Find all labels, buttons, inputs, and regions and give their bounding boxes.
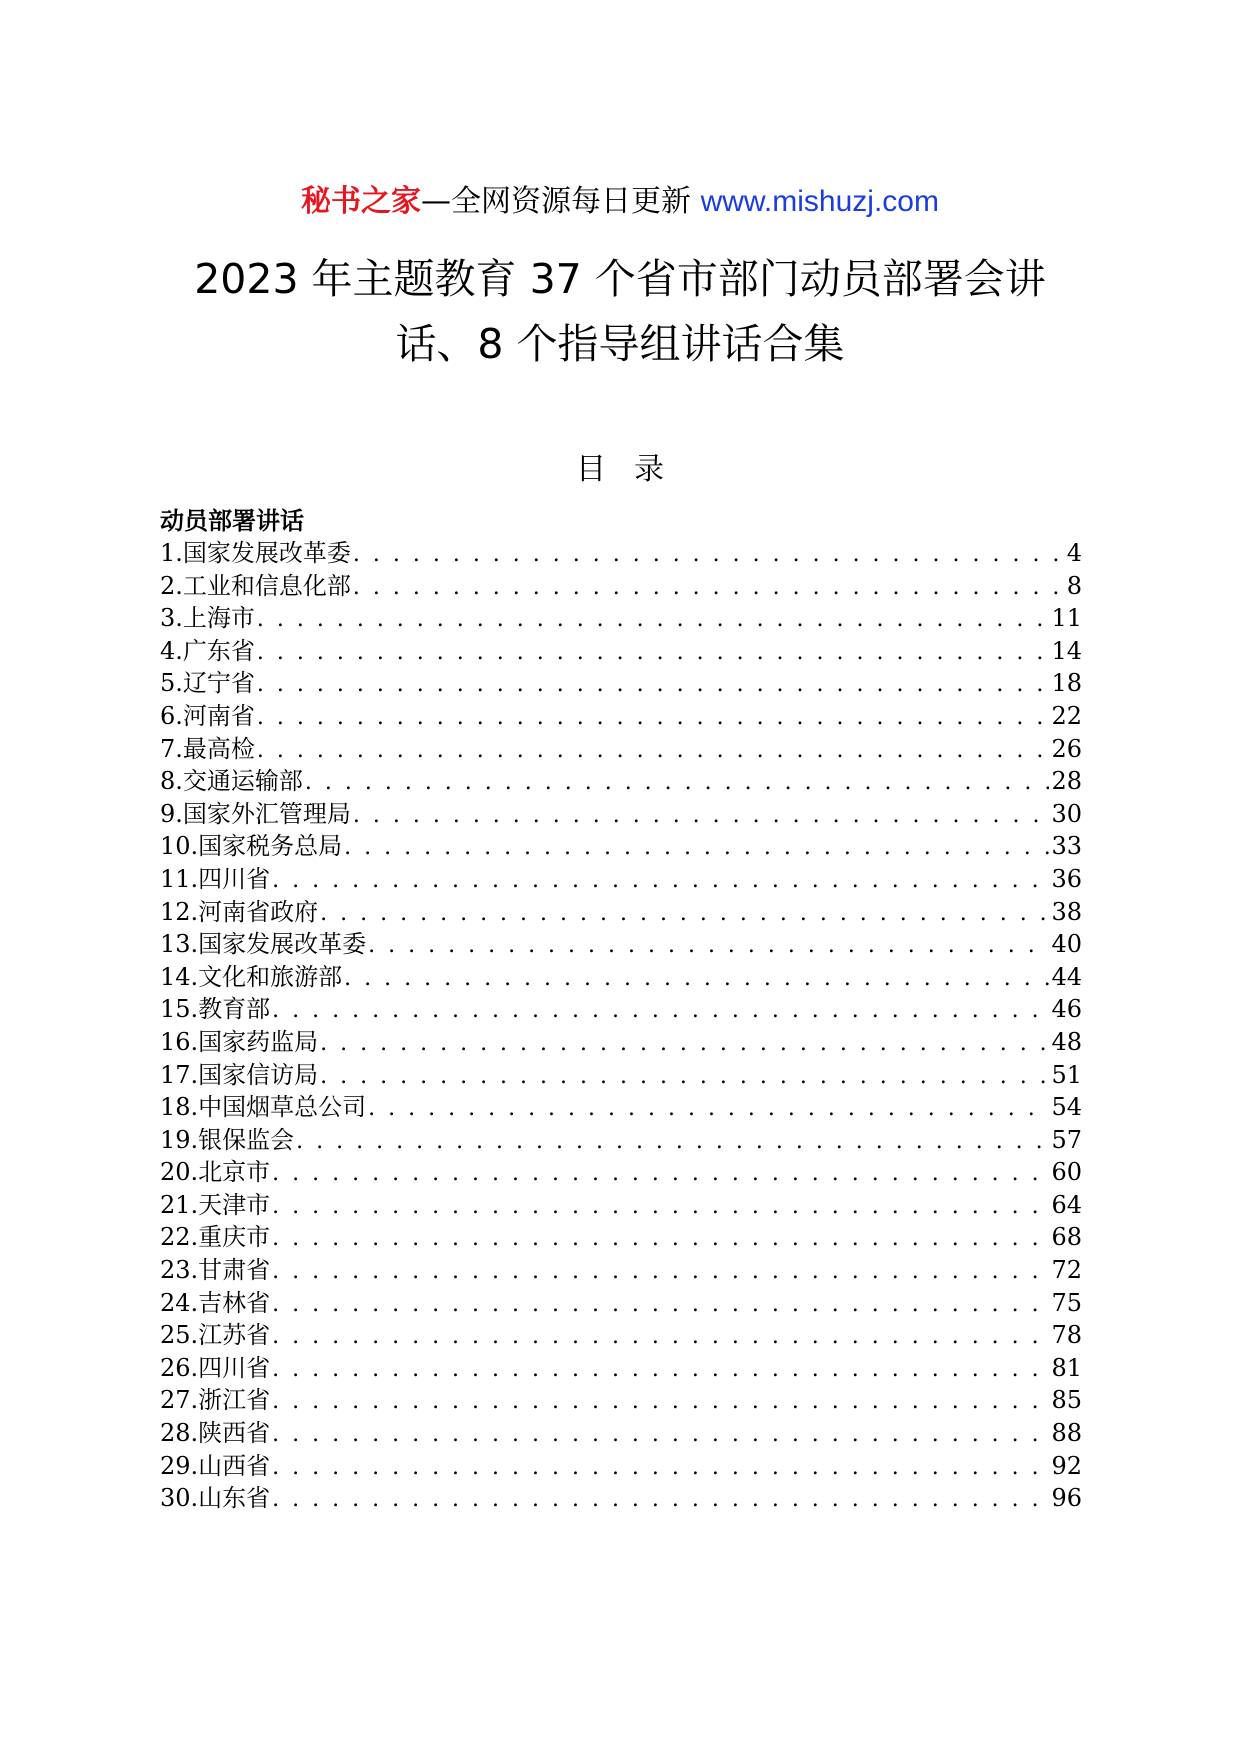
toc-entry[interactable] bbox=[160, 570, 1082, 603]
toc-page-number: 28 bbox=[1051, 767, 1082, 796]
toc-dot-leader bbox=[257, 637, 1050, 668]
toc-dot-leader bbox=[353, 800, 1050, 831]
toc-page-number: 60 bbox=[1051, 1158, 1082, 1187]
toc-entry[interactable] bbox=[160, 798, 1082, 831]
toc-entry-title: 22.重庆市 bbox=[160, 1223, 271, 1252]
toc-dot-leader bbox=[353, 539, 1065, 570]
toc-entry[interactable] bbox=[160, 830, 1082, 863]
toc-entry-title: 28.陕西省 bbox=[160, 1419, 271, 1448]
toc-entry[interactable] bbox=[160, 1352, 1082, 1385]
toc-page-number: 33 bbox=[1051, 832, 1082, 861]
toc-entry[interactable] bbox=[160, 1059, 1082, 1092]
toc-dot-leader bbox=[257, 735, 1050, 766]
toc-entry[interactable] bbox=[160, 537, 1082, 570]
toc-entry-title: 16.国家药监局 bbox=[160, 1027, 319, 1056]
toc-page-number: 40 bbox=[1051, 930, 1082, 959]
toc-entry-title: 21.天津市 bbox=[160, 1190, 271, 1219]
toc-page-number: 72 bbox=[1051, 1256, 1082, 1285]
toc-page-number: 36 bbox=[1051, 864, 1082, 893]
toc-entry-title: 10.国家税务总局 bbox=[160, 832, 343, 861]
toc-dot-leader bbox=[272, 1452, 1049, 1483]
toc-dot-leader bbox=[296, 1126, 1049, 1157]
table-of-contents bbox=[160, 537, 1082, 1515]
toc-page-number: 57 bbox=[1051, 1125, 1082, 1154]
site-url-link[interactable]: www.mishuzj.com bbox=[700, 185, 939, 218]
toc-page-number: 64 bbox=[1051, 1190, 1082, 1219]
toc-entry[interactable] bbox=[160, 1254, 1082, 1287]
toc-entry[interactable] bbox=[160, 1091, 1082, 1124]
toc-dot-leader bbox=[272, 1484, 1049, 1515]
toc-page-number: 30 bbox=[1051, 799, 1082, 828]
toc-page-number: 22 bbox=[1051, 701, 1082, 730]
toc-entry-title: 19.银保监会 bbox=[160, 1125, 295, 1154]
toc-entry[interactable] bbox=[160, 765, 1082, 798]
toc-dot-leader bbox=[320, 1061, 1049, 1092]
toc-page-number: 46 bbox=[1051, 995, 1082, 1024]
toc-entry-title: 20.北京市 bbox=[160, 1158, 271, 1187]
toc-dot-leader bbox=[344, 832, 1049, 863]
toc-entry[interactable] bbox=[160, 1156, 1082, 1189]
toc-entry-title: 9.国家外汇管理局 bbox=[160, 799, 351, 828]
toc-dot-leader bbox=[320, 898, 1049, 929]
toc-entry-title: 4.广东省 bbox=[160, 636, 255, 665]
toc-entry[interactable] bbox=[160, 1482, 1082, 1515]
toc-entry[interactable] bbox=[160, 1319, 1082, 1352]
toc-entry[interactable] bbox=[160, 1221, 1082, 1254]
toc-entry-title: 29.山西省 bbox=[160, 1451, 271, 1480]
toc-dot-leader bbox=[257, 604, 1050, 635]
toc-page-number: 75 bbox=[1051, 1288, 1082, 1317]
document-title-line-1: 2023 年主题教育 37 个省市部门动员部署会讲 bbox=[194, 255, 1046, 303]
toc-entry-title: 6.河南省 bbox=[160, 701, 255, 730]
toc-dot-leader bbox=[272, 1289, 1049, 1320]
toc-entry[interactable] bbox=[160, 1450, 1082, 1483]
toc-entry[interactable] bbox=[160, 993, 1082, 1026]
toc-dot-leader bbox=[272, 1158, 1049, 1189]
toc-entry[interactable] bbox=[160, 1189, 1082, 1222]
toc-dot-leader bbox=[257, 702, 1050, 733]
toc-heading: 目录 bbox=[576, 452, 692, 487]
toc-entry-title: 14.文化和旅游部 bbox=[160, 962, 343, 991]
toc-page-number: 18 bbox=[1051, 669, 1082, 698]
toc-entry-title: 13.国家发展改革委 bbox=[160, 930, 367, 959]
toc-dot-leader bbox=[272, 1354, 1049, 1385]
toc-dot-leader bbox=[305, 767, 1050, 798]
toc-entry-title: 12.河南省政府 bbox=[160, 897, 319, 926]
toc-entry-title: 5.辽宁省 bbox=[160, 669, 255, 698]
toc-page-number: 44 bbox=[1051, 962, 1082, 991]
toc-page-number: 14 bbox=[1051, 636, 1082, 665]
toc-dot-leader bbox=[368, 930, 1049, 961]
toc-entry[interactable] bbox=[160, 928, 1082, 961]
toc-entry-title: 2.工业和信息化部 bbox=[160, 571, 351, 600]
toc-entry[interactable] bbox=[160, 1417, 1082, 1450]
toc-dot-leader bbox=[368, 1093, 1049, 1124]
toc-dot-leader bbox=[272, 995, 1049, 1026]
toc-page-number: 85 bbox=[1051, 1386, 1082, 1415]
toc-page-number: 8 bbox=[1066, 571, 1082, 600]
toc-dot-leader bbox=[272, 1191, 1049, 1222]
toc-page-number: 4 bbox=[1066, 539, 1082, 567]
toc-dot-leader bbox=[257, 669, 1050, 700]
toc-dot-leader bbox=[272, 1419, 1049, 1450]
toc-dot-leader bbox=[272, 1256, 1049, 1287]
toc-page-number: 78 bbox=[1051, 1321, 1082, 1350]
toc-entry[interactable] bbox=[160, 961, 1082, 994]
toc-page-number: 48 bbox=[1051, 1027, 1082, 1056]
toc-page-number: 88 bbox=[1051, 1419, 1082, 1448]
toc-entry[interactable] bbox=[160, 700, 1082, 733]
toc-page-number: 11 bbox=[1051, 604, 1082, 633]
document-title-line-2: 话、8 个指导组讲话合集 bbox=[395, 320, 845, 368]
toc-page-number: 51 bbox=[1051, 1060, 1082, 1089]
toc-page-number: 38 bbox=[1051, 897, 1082, 926]
toc-entry[interactable] bbox=[160, 1384, 1082, 1417]
toc-page-number: 54 bbox=[1051, 1093, 1082, 1122]
toc-entry-title: 11.四川省 bbox=[160, 864, 271, 893]
toc-entry-title: 27.浙江省 bbox=[160, 1386, 271, 1415]
toc-entry-title: 26.四川省 bbox=[160, 1353, 271, 1382]
toc-entry[interactable] bbox=[160, 863, 1082, 896]
header-tagline: —全网资源每日更新 bbox=[421, 184, 701, 219]
toc-entry-title: 30.山东省 bbox=[160, 1484, 271, 1513]
toc-section-label: 动员部署讲话 bbox=[160, 507, 304, 535]
toc-entry[interactable] bbox=[160, 1124, 1082, 1157]
toc-entry-title: 24.吉林省 bbox=[160, 1288, 271, 1317]
toc-dot-leader bbox=[272, 1223, 1049, 1254]
toc-entry-title: 23.甘肃省 bbox=[160, 1256, 271, 1285]
toc-entry-title: 1.国家发展改革委 bbox=[160, 539, 351, 567]
toc-entry[interactable] bbox=[160, 635, 1082, 668]
toc-page-number: 81 bbox=[1051, 1353, 1082, 1382]
toc-entry[interactable] bbox=[160, 602, 1082, 635]
toc-dot-leader bbox=[344, 963, 1049, 994]
toc-entry[interactable] bbox=[160, 733, 1082, 766]
toc-entry[interactable] bbox=[160, 896, 1082, 929]
toc-page-number: 96 bbox=[1051, 1484, 1082, 1513]
site-header bbox=[0, 183, 1240, 221]
toc-entry[interactable] bbox=[160, 667, 1082, 700]
toc-dot-leader bbox=[272, 1321, 1049, 1352]
toc-page-number: 68 bbox=[1051, 1223, 1082, 1252]
toc-entry[interactable] bbox=[160, 1287, 1082, 1320]
toc-entry-title: 25.江苏省 bbox=[160, 1321, 271, 1350]
toc-page-number: 92 bbox=[1051, 1451, 1082, 1480]
toc-page-number: 26 bbox=[1051, 734, 1082, 763]
toc-dot-leader bbox=[320, 1028, 1049, 1059]
toc-entry-title: 18.中国烟草总公司 bbox=[160, 1093, 367, 1122]
toc-entry-title: 7.最高检 bbox=[160, 734, 255, 763]
toc-dot-leader bbox=[272, 1386, 1049, 1417]
toc-entry-title: 3.上海市 bbox=[160, 604, 255, 633]
toc-entry-title: 8.交通运输部 bbox=[160, 767, 303, 796]
toc-entry-title: 17.国家信访局 bbox=[160, 1060, 319, 1089]
brand-name: 秘书之家 bbox=[301, 184, 422, 219]
toc-entry-title: 15.教育部 bbox=[160, 995, 271, 1024]
toc-dot-leader bbox=[272, 865, 1049, 896]
toc-entry[interactable] bbox=[160, 1026, 1082, 1059]
toc-dot-leader bbox=[353, 572, 1065, 603]
